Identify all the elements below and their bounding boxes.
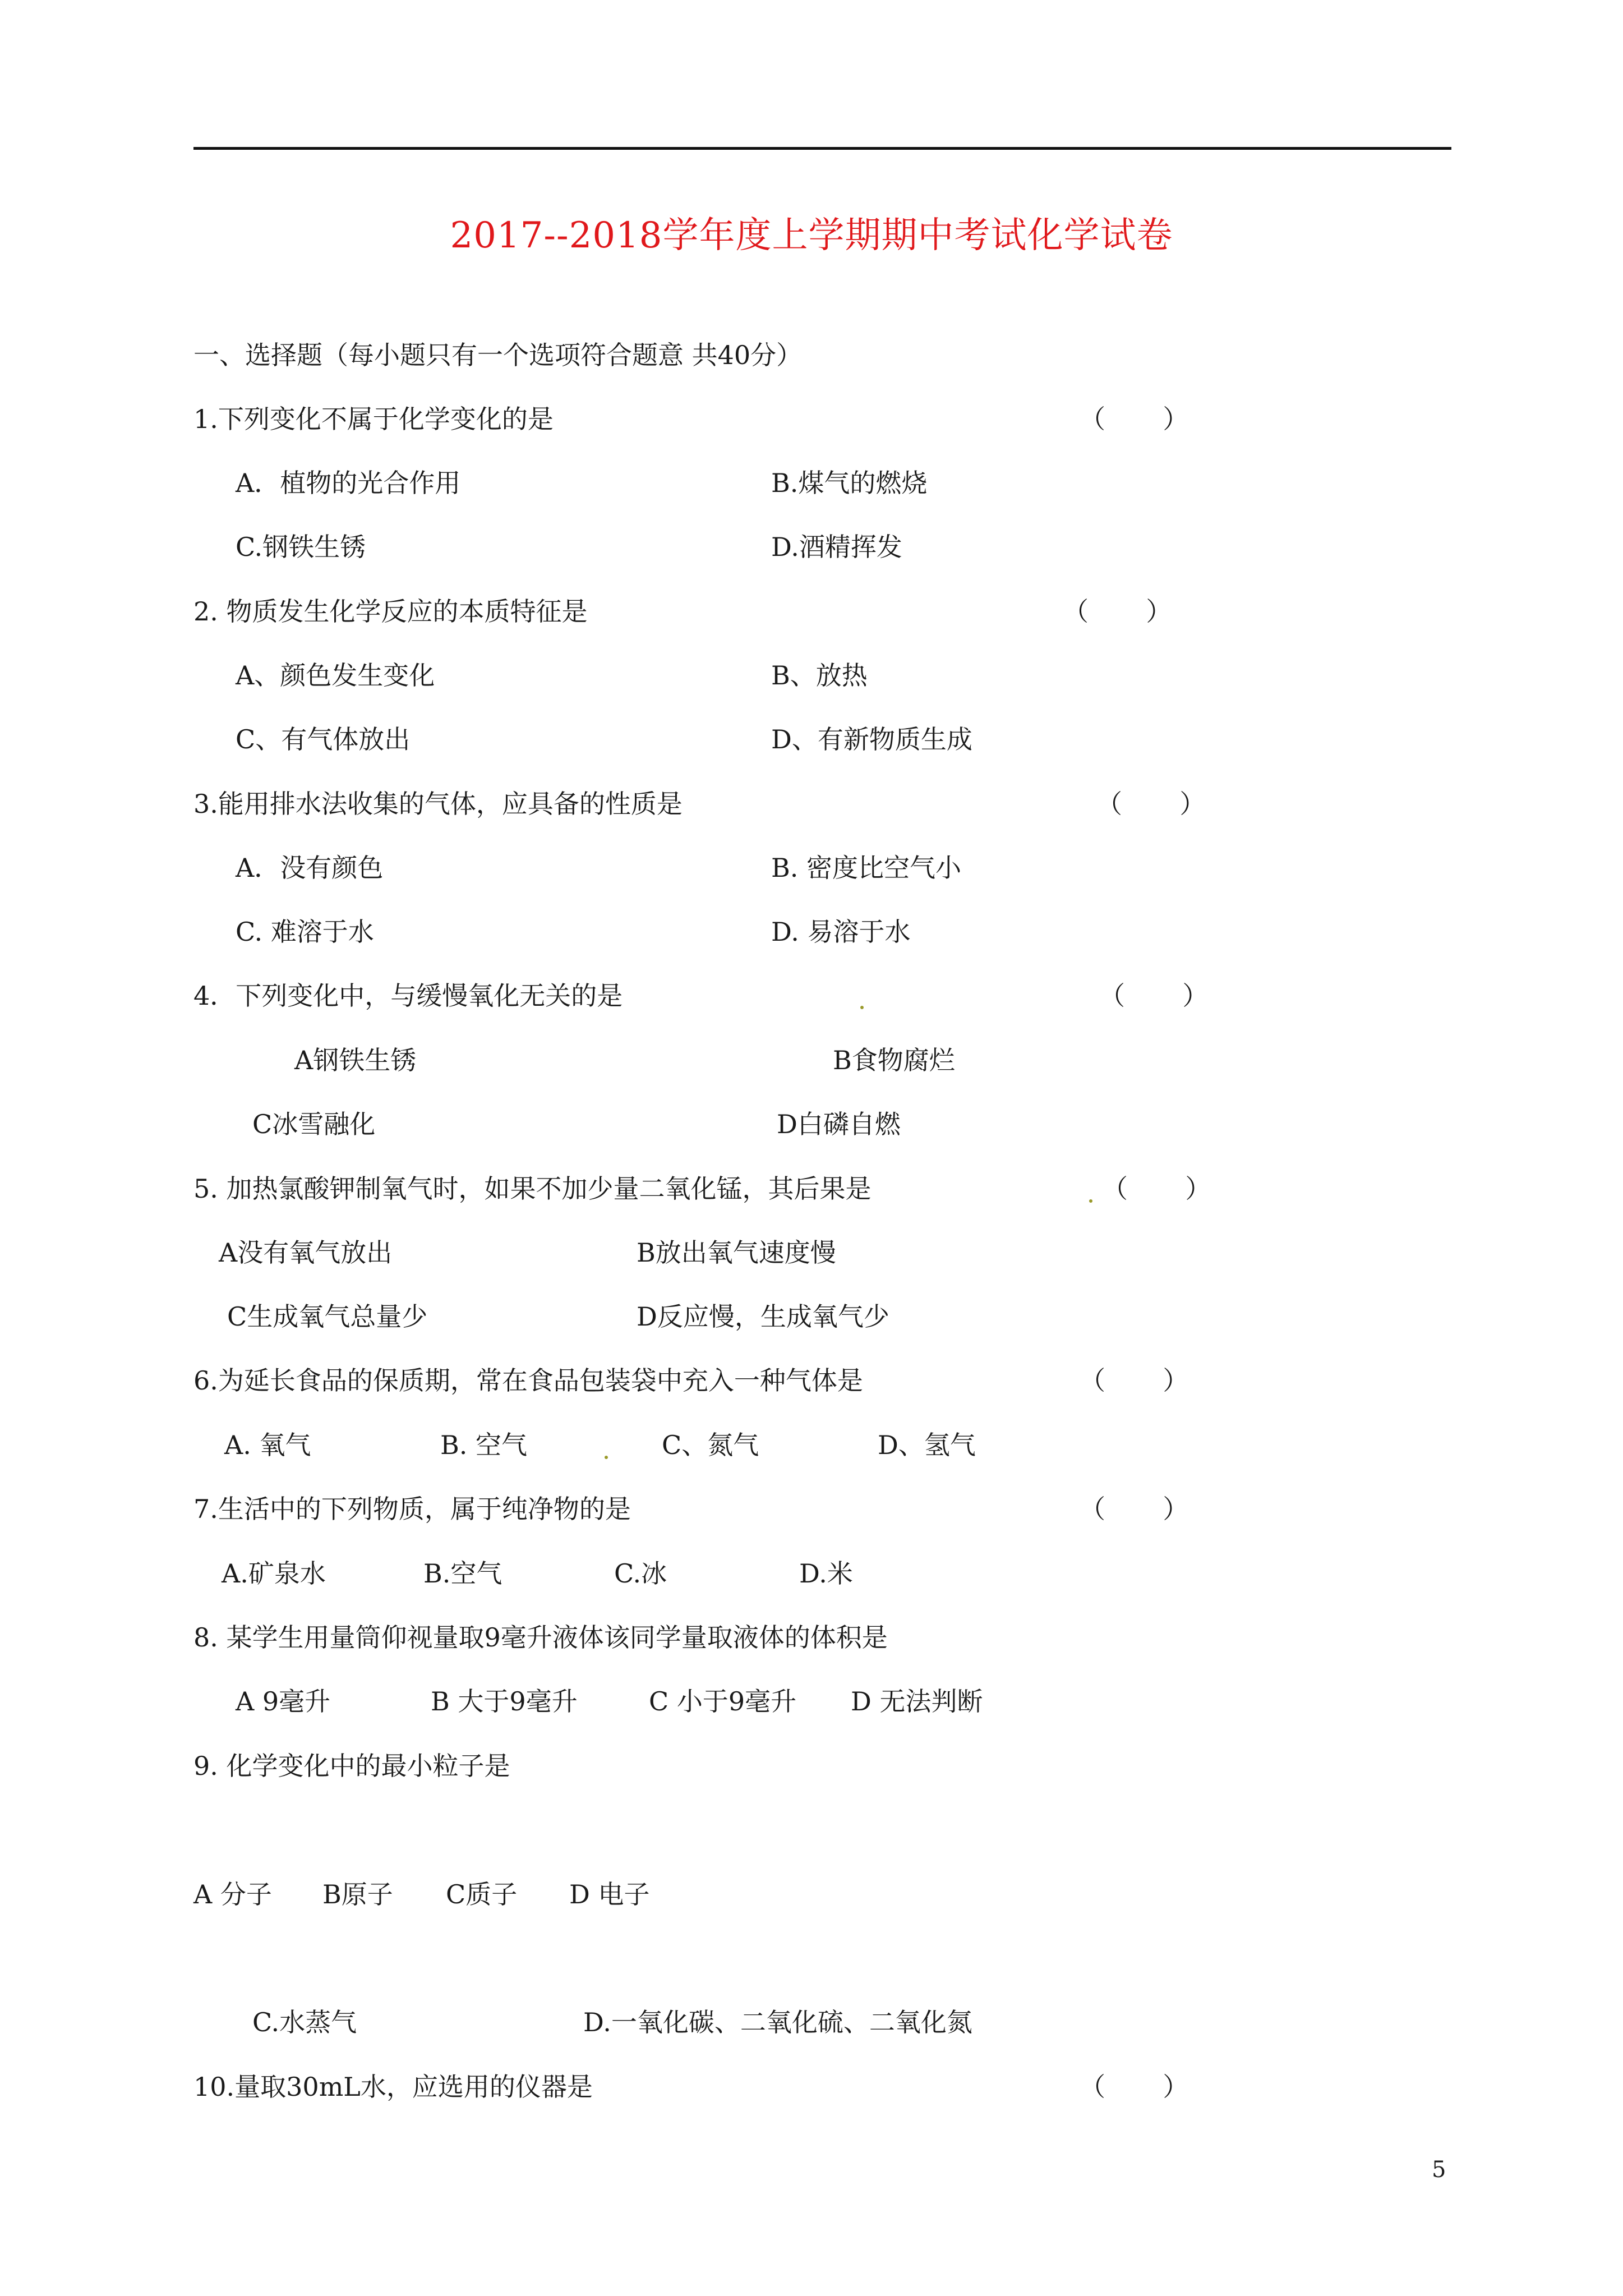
question-4-stem: 4．下列变化中，与缓慢氧化无关的是 xyxy=(193,981,623,1011)
q3-option-c: C. 难溶于水 xyxy=(236,917,374,947)
q3-option-d: D. 易溶于水 xyxy=(771,917,911,947)
q9-option-b: B原子 xyxy=(322,1879,393,1910)
q2-option-d: D、有新物质生成 xyxy=(771,724,972,754)
q7-option-c: C.冰 xyxy=(614,1558,667,1589)
question-3-stem: 3.能用排水法收集的气体，应具备的性质是 xyxy=(193,789,683,819)
q8-option-c: C 小于9毫升 xyxy=(649,1686,797,1717)
q6-option-b: B. 空气 xyxy=(440,1430,528,1460)
answer-paren-5: （ ） xyxy=(1102,1174,1211,1204)
q6-option-a: A. 氧气 xyxy=(224,1430,311,1460)
question-10-stem: 10.量取30mL水，应选用的仪器是 xyxy=(193,2072,593,2102)
q4-option-d: D白磷自燃 xyxy=(777,1109,901,1139)
answer-paren-4: （ ） xyxy=(1099,981,1209,1011)
question-5-stem: 5. 加热氯酸钾制氧气时，如果不加少量二氧化锰，其后果是 xyxy=(193,1174,872,1204)
page-title: 2017--2018学年度上学期期中考试化学试卷 xyxy=(450,215,1173,256)
answer-paren-7: （ ） xyxy=(1080,1494,1189,1524)
stray-mark xyxy=(860,1006,864,1009)
section-heading: 一、选择题（每小题只有一个选项符合题意 共40分） xyxy=(193,340,803,370)
q9-option-d: D 电子 xyxy=(569,1879,650,1910)
q2-option-a: A、颜色发生变化 xyxy=(236,660,435,691)
stray-mark xyxy=(605,1456,608,1459)
stray-option-d: D.一氧化碳、二氧化硫、二氧化氮 xyxy=(583,2007,972,2037)
q1-option-d: D.酒精挥发 xyxy=(771,532,902,562)
q3-option-a: A．没有颜色 xyxy=(236,853,384,883)
q8-option-d: D 无法判断 xyxy=(851,1686,983,1717)
q5-option-d: D反应慢，生成氧气少 xyxy=(637,1301,889,1332)
answer-paren-3: （ ） xyxy=(1096,789,1206,819)
question-1-stem: 1.下列变化不属于化学变化的是 xyxy=(193,404,554,434)
q5-option-a: A没有氧气放出 xyxy=(219,1237,393,1268)
stray-mark xyxy=(1089,1199,1092,1203)
q5-option-b: B放出氧气速度慢 xyxy=(637,1237,836,1268)
q2-option-c: C、有气体放出 xyxy=(236,724,411,754)
q4-option-c: C冰雪融化 xyxy=(252,1109,376,1139)
q7-option-d: D.米 xyxy=(799,1558,853,1589)
q8-option-b: B 大于9毫升 xyxy=(431,1686,578,1717)
q6-option-d: D、氢气 xyxy=(878,1430,976,1460)
page-number: 5 xyxy=(1432,2157,1446,2183)
q4-option-a: A钢铁生锈 xyxy=(294,1045,417,1075)
question-2-stem: 2. 物质发生化学反应的本质特征是 xyxy=(193,596,588,627)
answer-paren-6: （ ） xyxy=(1080,1365,1189,1396)
answer-paren-2: （ ） xyxy=(1063,596,1172,627)
question-9-stem: 9. 化学变化中的最小粒子是 xyxy=(193,1751,510,1781)
q1-option-c: C.钢铁生锈 xyxy=(236,532,366,562)
q1-option-a: A．植物的光合作用 xyxy=(236,468,461,498)
q6-option-c: C、氮气 xyxy=(662,1430,759,1460)
q3-option-b: B. 密度比空气小 xyxy=(771,853,962,883)
q9-option-c: C质子 xyxy=(446,1879,518,1910)
q7-option-a: A.矿泉水 xyxy=(222,1558,326,1589)
q8-option-a: A 9毫升 xyxy=(236,1686,331,1717)
stray-option-c: C.水蒸气 xyxy=(252,2007,357,2037)
answer-paren-1: （ ） xyxy=(1080,404,1189,434)
q2-option-b: B、放热 xyxy=(771,660,868,691)
q1-option-b: B.煤气的燃烧 xyxy=(771,468,928,498)
header-rule xyxy=(193,147,1451,150)
q5-option-c: C生成氧气总量少 xyxy=(227,1301,428,1332)
answer-paren-10: （ ） xyxy=(1080,2072,1189,2102)
question-7-stem: 7.生活中的下列物质，属于纯净物的是 xyxy=(193,1494,631,1524)
q9-option-a: A 分子 xyxy=(193,1879,272,1910)
q7-option-b: B.空气 xyxy=(423,1558,502,1589)
question-8-stem: 8. 某学生用量筒仰视量取9毫升液体该同学量取液体的体积是 xyxy=(193,1622,888,1653)
question-6-stem: 6.为延长食品的保质期，常在食品包装袋中充入一种气体是 xyxy=(193,1365,863,1396)
q4-option-b: B食物腐烂 xyxy=(833,1045,955,1075)
